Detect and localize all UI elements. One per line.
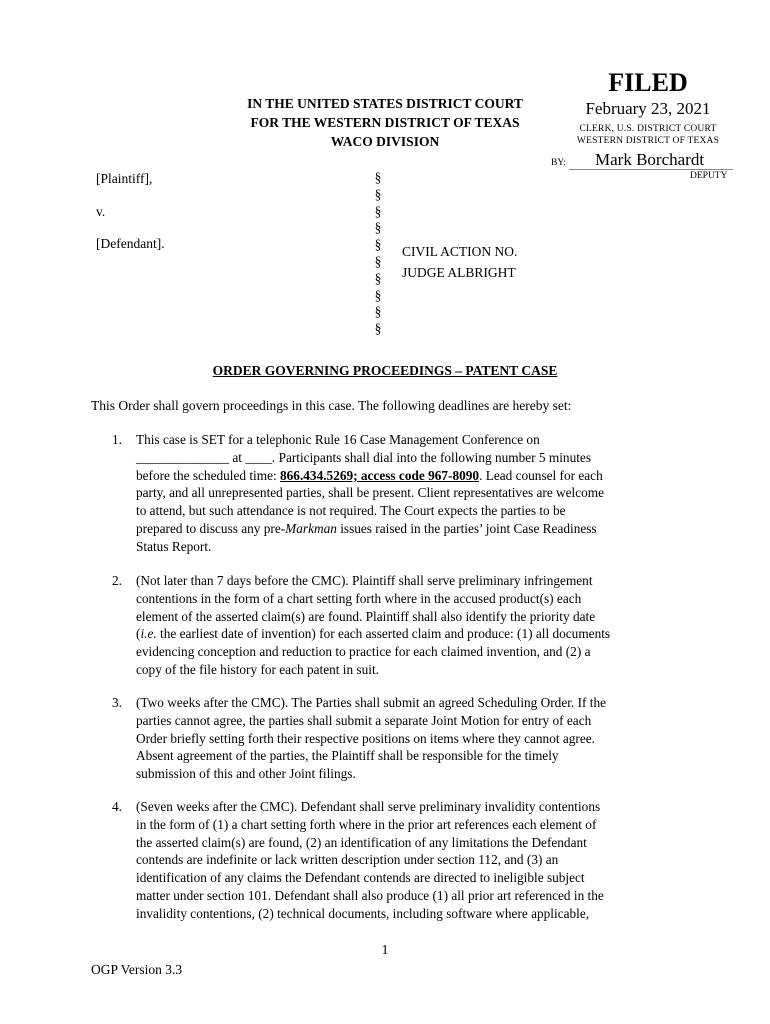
line-text: ( xyxy=(136,626,141,642)
markman-italic: Markman xyxy=(285,520,337,536)
paragraph-number: 2. xyxy=(112,573,122,588)
signature-line xyxy=(569,169,733,170)
clerk-line-1: CLERK, U.S. DISTRICT COURT xyxy=(579,124,717,134)
paragraph-line: invalidity contentions, (2) technical documents, including software where applicable, xyxy=(136,905,590,921)
paragraph-line: evidencing conception and reduction to practice for each claimed invention, and (2) a xyxy=(136,644,591,660)
paragraph-line: identification of any claims the Defendant contends are directed to ineligible subject xyxy=(136,870,585,886)
document-version: OGP Version 3.3 xyxy=(91,962,183,977)
paragraph-line xyxy=(136,467,696,485)
paragraph-body xyxy=(136,798,696,923)
court-line-1: IN THE UNITED STATES DISTRICT COURT xyxy=(247,96,523,111)
deputy-label: DEPUTY xyxy=(690,171,728,181)
defendant-placeholder: [Defendant]. xyxy=(96,236,165,251)
line-text: before the scheduled time: xyxy=(136,467,280,483)
paragraph-line: submission of this and other Joint filings. xyxy=(136,766,356,782)
paragraph-line: element of the asserted claim(s) are found. Plaintiff shall also identify the priority date xyxy=(136,608,596,624)
court-line-3: WACO DIVISION xyxy=(330,134,440,149)
filed-date: February 23, 2021 xyxy=(585,99,711,118)
section-symbol: § xyxy=(374,304,382,320)
paragraph-number: 1. xyxy=(112,432,122,447)
section-symbol-column xyxy=(372,170,384,338)
paragraph-line: ______________ at ____. Participants shall dial into the following number 5 minutes xyxy=(136,449,591,465)
court-header xyxy=(200,94,570,151)
line-text: prepared to discuss any pre- xyxy=(136,520,286,536)
line-text: the earliest date of invention) for each asserted claim and produce: (1) all documents xyxy=(156,626,611,642)
section-symbol: § xyxy=(374,170,382,185)
filed-label: FILED xyxy=(608,68,688,97)
section-symbol: § xyxy=(374,287,382,303)
by-label: BY: xyxy=(551,158,566,168)
section-symbol: § xyxy=(374,321,382,337)
versus-label: v. xyxy=(96,204,106,219)
ie-italic: i.e. xyxy=(140,626,157,642)
judge-label: JUDGE ALBRIGHT xyxy=(402,265,516,280)
paragraph-line: Absent agreement of the parties, the Plaintiff shall be responsible for the timely xyxy=(136,748,559,764)
filed-stamp xyxy=(548,68,748,147)
paragraph-body xyxy=(136,431,696,556)
paragraph-line: parties cannot agree, the parties shall submit a separate Joint Motion for entry of each xyxy=(136,712,592,728)
paragraph-body xyxy=(136,694,696,783)
paragraph-line: matter under section 101. Defendant shall also produce (1) all prior art referenced in the xyxy=(136,887,604,903)
section-symbol: § xyxy=(374,270,382,286)
paragraph-line xyxy=(136,625,696,643)
paragraph-line: Status Report. xyxy=(136,538,212,554)
paragraph-line: (Seven weeks after the CMC). Defendant shall serve preliminary invalidity contentions xyxy=(136,799,601,814)
paragraph-line: copy of the file history for each patent in suit. xyxy=(136,661,379,677)
order-intro: This Order shall govern proceedings in this case. The following deadlines are hereby set: xyxy=(91,398,572,413)
deputy-signature: Mark Borchardt xyxy=(595,150,705,169)
case-info xyxy=(402,241,517,283)
paragraph-line: in the form of (1) a chart setting forth where in the prior art references each element of xyxy=(136,816,597,832)
paragraph-number: 4. xyxy=(112,799,122,814)
dial-in-number: 866.434.5269; access code 967-8090 xyxy=(280,467,480,483)
paragraph-line: contends are indefinite or lack written description under section 112, and (3) an xyxy=(136,852,559,868)
paragraph-line: to attend, but such attendance is not required. The Court expects the parties to be xyxy=(136,503,566,519)
court-line-2: FOR THE WESTERN DISTRICT OF TEXAS xyxy=(250,115,520,130)
paragraph-line xyxy=(136,520,696,538)
clerk-line-2: WESTERN DISTRICT OF TEXAS xyxy=(576,136,720,146)
section-symbol: § xyxy=(374,186,382,202)
section-symbol: § xyxy=(374,237,382,253)
section-symbol: § xyxy=(374,203,382,219)
line-text: issues raised in the parties’ joint Case Readiness xyxy=(336,520,597,536)
paragraph-line: the asserted claim(s) are found, (2) an identification of any limitations the Defendant xyxy=(136,834,587,850)
line-text: . Lead counsel for each xyxy=(479,467,603,483)
section-symbol: § xyxy=(374,220,382,236)
page-number: 1 xyxy=(381,942,389,957)
paragraph-number: 3. xyxy=(112,695,122,710)
paragraph-line: This case is SET for a telephonic Rule 16 Case Management Conference on xyxy=(136,432,540,447)
paragraph-line: party, and all unrepresented parties, shall be present. Client representatives are welcome xyxy=(136,485,605,501)
order-title: ORDER GOVERNING PROCEEDINGS – PATENT CASE xyxy=(212,363,558,378)
paragraph-line: Order briefly setting forth their respective positions on items where they cannot agree. xyxy=(136,730,595,746)
paragraph-line: contentions in the form of a chart setting forth where in the accused product(s) each xyxy=(136,590,582,606)
civil-action-label: CIVIL ACTION NO. xyxy=(402,244,518,259)
paragraph-line: (Two weeks after the CMC). The Parties shall submit an agreed Scheduling Order. If the xyxy=(136,695,607,710)
paragraph-line: (Not later than 7 days before the CMC). Plaintiff shall serve preliminary infringement xyxy=(136,573,593,588)
paragraph-body xyxy=(136,572,696,679)
deputy-signature-block xyxy=(551,150,736,170)
plaintiff-placeholder: [Plaintiff], xyxy=(96,171,153,186)
section-symbol: § xyxy=(374,253,382,269)
